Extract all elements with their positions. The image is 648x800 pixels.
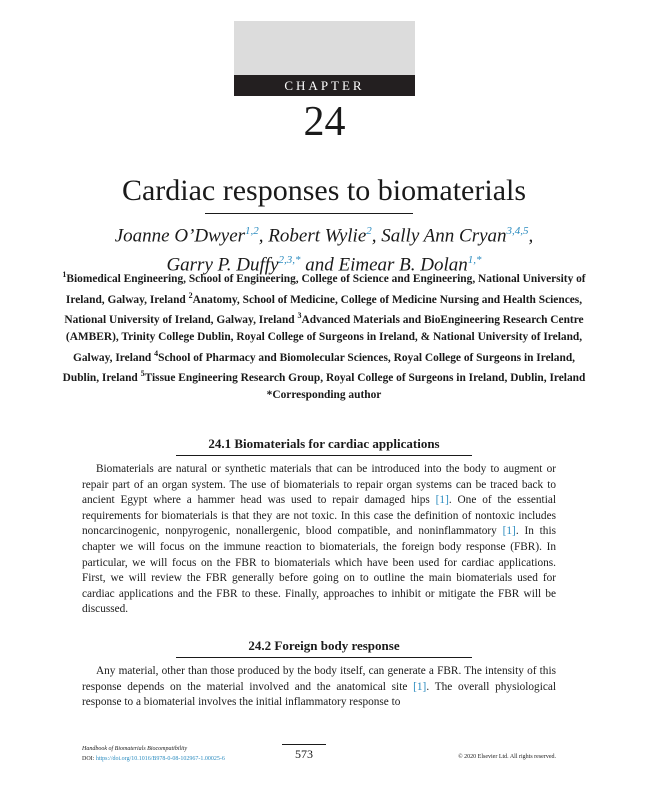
author-name: Robert Wylie (268, 225, 367, 247)
author-affiliation-mark: 1,* (467, 254, 482, 267)
author-name: Joanne O’Dwyer (114, 225, 246, 247)
page-number: 573 (295, 747, 313, 761)
affiliation-mark: 1 (62, 270, 67, 279)
corresponding-author-note: *Corresponding author (266, 388, 382, 401)
affiliation-text: Advanced Materials and BioEngineering Research Centre (AMBER), Trinity College Dublin, Royal College of Surgeons in Ireland, & National University of Ireland, Galway, Ireland (65, 313, 584, 364)
paragraph-text: Any material, other than those produced by the body itself, can generate a FBR. The intensity of this response depends on the material involved and the anatomical site (82, 665, 556, 693)
section-rule (176, 657, 472, 658)
author-name: Sally Ann Cryan (381, 225, 507, 247)
author-name: Garry P. Duffy (166, 254, 279, 276)
footer-citation (82, 744, 225, 764)
author-affiliation-mark: 1,2 (245, 225, 259, 237)
doi-link[interactable]: https://doi.org/10.1016/B978-0-08-102967-1.00025-6 (95, 756, 225, 762)
affiliation-text: Biomedical Engineering, School of Engineering, College of Science and Engineering, National University of Ireland, Galway, Ireland (65, 272, 586, 306)
section-heading-24-2: 24.2 Foreign body response (248, 638, 400, 653)
paragraph-text: . One of the essential requirements for biomaterials is that they are not toxic. In this case the definition of nontoxic includes noncarcinogenic, nonpyrogenic, nonallergenic, blood compatible, and noninflammatory (82, 494, 556, 538)
citation-link[interactable]: [1] (435, 494, 449, 507)
affiliation-text: Tissue Engineering Research Group, Royal College of Surgeons in Ireland, Dublin, Ireland (144, 371, 586, 384)
chapter-banner (234, 21, 415, 96)
author-affiliation-mark: 3,4,5 (506, 225, 529, 237)
doi-label: DOI: (82, 756, 96, 762)
author-affiliation-mark: 2,3,* (278, 254, 301, 267)
paragraph-text: . In this chapter we will focus on the immune reaction to biomaterials, the foreign body response (FBR). In particular, we will focus on the FBR to biomaterials which have been used for cardiac applications. First, we will review the FBR generally before going on to outline the main biomaterials used for cardiac applications and the FBR to these. Finally, approaches to inhibit or mitigate the FBR will be discussed. (82, 525, 556, 616)
affiliation-mark: 2 (188, 290, 193, 300)
affiliation-mark: 3 (297, 311, 302, 321)
author-separator: , (528, 225, 534, 247)
affiliations (56, 267, 592, 404)
author-name: Eimear B. Dolan (338, 254, 468, 276)
section-paragraph-24-1 (82, 462, 556, 618)
author-affiliation-mark: 2 (366, 225, 372, 237)
copyright-notice: © 2020 Elsevier Ltd. All rights reserved. (458, 754, 556, 760)
affiliation-text: Anatomy, School of Medicine, College of Medicine Nursing and Health Sciences, National University of Ireland, Galway, Ireland (64, 293, 583, 326)
title-underline (205, 213, 413, 214)
affiliation-text: School of Pharmacy and Biomolecular Sciences, Royal College of Surgeons in Ireland, Dublin, Ireland (62, 351, 576, 384)
affiliation-mark: 4 (154, 348, 159, 358)
section-rule (176, 455, 472, 456)
author-separator: , (371, 225, 382, 247)
section-paragraph-24-2 (82, 664, 556, 711)
paragraph-text: Biomaterials are natural or synthetic materials that can be introduced into the body to augment or repair part of an organ system. The use of biomaterials to repair organ systems can be traced back to ancient Egypt where a hammer head was used to repair damaged hips (82, 463, 556, 507)
chapter-number: 24 (303, 99, 346, 145)
citation-link[interactable]: [1] (413, 680, 427, 693)
chapter-label: CHAPTER (234, 75, 415, 96)
section-heading-24-1: 24.1 Biomaterials for cardiac applications (208, 436, 440, 451)
author-separator: , (258, 225, 269, 247)
citation-link[interactable]: [1] (502, 525, 516, 538)
chapter-title: Cardiac responses to biomaterials (121, 174, 527, 207)
paragraph-text: . The overall physiological response to a biomaterial involves the initial inflammatory response to (82, 680, 557, 709)
author-separator: and (300, 254, 339, 276)
affiliation-mark: 5 (140, 369, 145, 379)
book-title: Handbook of Biomaterials Biocompatibility (82, 746, 188, 752)
